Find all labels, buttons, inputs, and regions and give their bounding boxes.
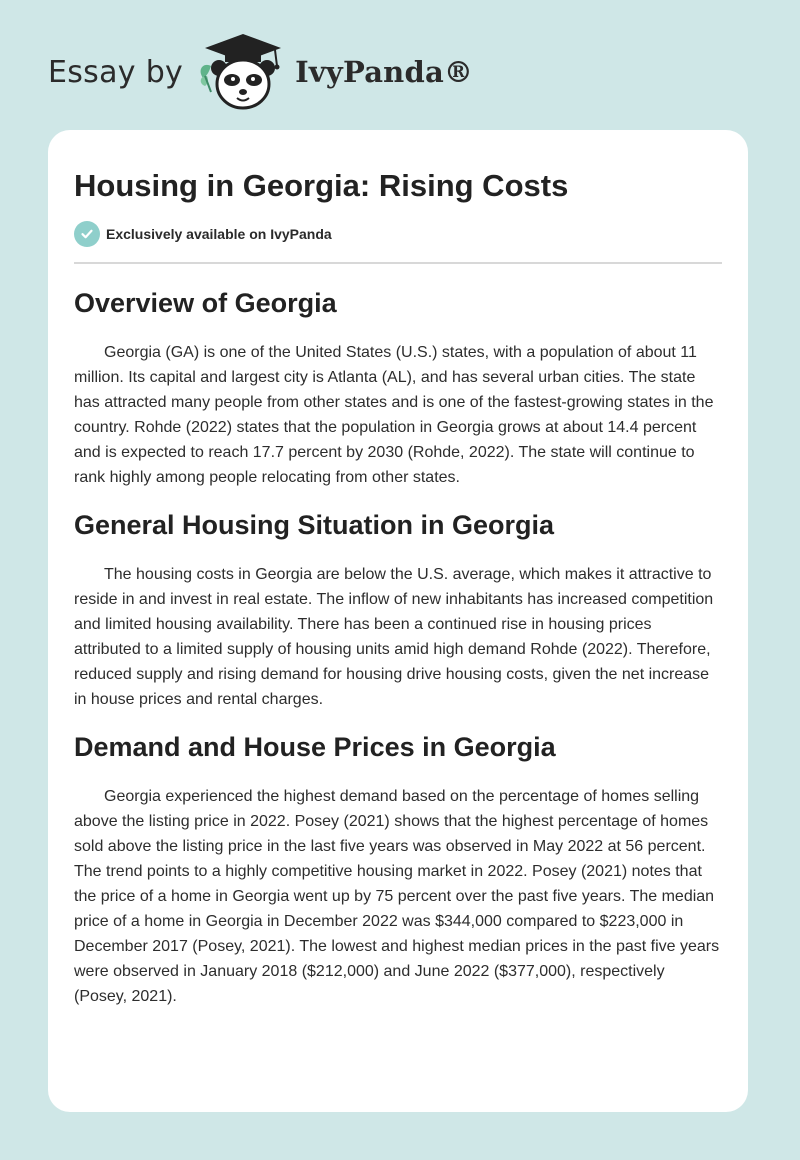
section-paragraph-demand-prices: Georgia experienced the highest demand based on the percentage of homes selling above the listing price in 2022. Posey (2021) shows that the highest percentage of homes sold above the listing price in the last five years was observed in May 2022 at 56 percent. The trend points to a highly competitive housing market in 2022. Posey (2021) notes that the price of a home in Georgia went up by 75 percent over the past five years. The median price of a home in Georgia in December 2022 was $344,000 compared to $223,000 in December 2017 (Posey, 2021). The lowest and highest median prices in the past five years were observed in January 2018 ($212,000) and June 2022 ($377,000), respectively (Posey, 2021).: [74, 788, 720, 1005]
section-paragraph-housing-situation: The housing costs in Georgia are below the U.S. average, which makes it attractive to reside in and invest in real estate. The inflow of new inhabitants has increased competition and limited housing availability. There has been a continued rise in housing prices attributed to a limited supply of housing units amid high demand Rohde (2022). Therefore, reduced supply and rising demand for housing drive housing costs, given the net increase in house prices and rental charges.: [74, 566, 714, 708]
essay-by-label: Essay by: [48, 54, 184, 90]
section-heading-overview: Overview of Georgia: [74, 288, 337, 318]
check-circle-icon: [74, 221, 100, 247]
exclusive-badge: [74, 220, 722, 248]
section-heading-housing-situation: General Housing Situation in Georgia: [74, 510, 555, 540]
section-heading-demand-prices: Demand and House Prices in Georgia: [74, 732, 556, 762]
exclusive-badge-label: Exclusively available on IvyPanda: [106, 226, 332, 242]
brand-wordmark[interactable]: IvyPanda®: [295, 55, 474, 89]
site-header: [48, 30, 473, 114]
page-title: Housing in Georgia: Rising Costs: [74, 168, 569, 203]
essay-card: [48, 130, 748, 1112]
title-divider: [74, 262, 722, 264]
section-paragraph-overview: Georgia (GA) is one of the United States (U.S.) states, with a population of about 11 million. Its capital and largest city is Atlanta (AL), and has several urban cities. The state has attracted many people from other states and is one of the fastest-growing states in the country. Rohde (2022) states that the population in Georgia grows at about 14.4 percent and is expected to reach 17.7 percent by 2030 (Rohde, 2022). The state will continue to rank highly among people relocating from other states.: [74, 344, 714, 486]
panda-graduate-icon[interactable]: [197, 30, 289, 114]
